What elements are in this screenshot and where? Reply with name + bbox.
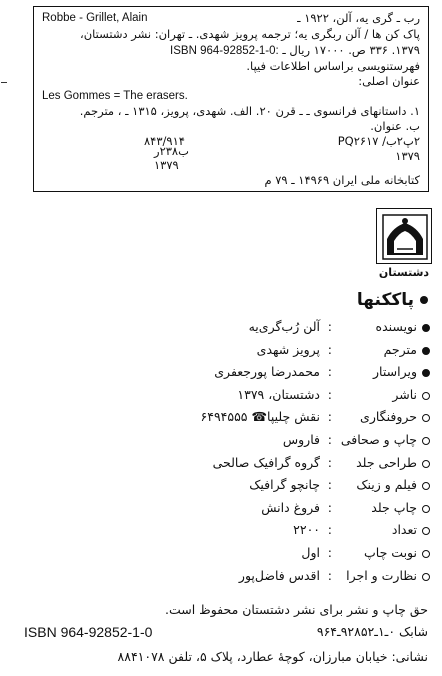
cip-pages-line [170, 43, 420, 58]
credit-value: اقدس فاضل‌پور [238, 568, 320, 583]
publisher-logo [376, 208, 432, 284]
credit-value: گروه گرافیک صالحی [212, 455, 320, 470]
cip-dewey-year: ۱۳۷۹ [154, 158, 179, 172]
cip-original-title-label: عنوان اصلی: [358, 74, 420, 88]
credit-value: فاروس [282, 432, 320, 447]
credit-label: حروفنگاری [360, 409, 417, 424]
credit-label: چاپ جلد [371, 500, 417, 515]
hollow-bullet-icon [422, 573, 430, 581]
credit-row [130, 432, 430, 452]
credit-colon: : [327, 477, 332, 492]
credit-label: چاپ و صحافی [340, 432, 417, 447]
title-bullet-icon [420, 296, 428, 304]
credit-row [130, 500, 430, 520]
credit-value: پرویز شهدی [256, 342, 320, 357]
hollow-bullet-icon [422, 505, 430, 513]
credit-label: نظارت و اجرا [346, 568, 417, 583]
credit-row [130, 387, 430, 407]
hollow-bullet-icon [422, 392, 430, 400]
credit-label: ناشر [392, 387, 417, 402]
cip-subject-line: ۱. داستانهای فرانسوی ـ ـ قرن ۲۰. الف. شهدی، پرویز، ۱۳۱۵ ـ ، مترجم. [79, 104, 420, 118]
publisher-logo-name: دشتستان [378, 266, 430, 279]
cip-dewey-class: ۸۴۳/۹۱۴ [144, 134, 185, 148]
credit-label: مترجم [383, 342, 417, 357]
credit-value: دشتستان، ۱۳۷۹ [237, 387, 320, 402]
cip-dewey-cutter: ب۲۳۸ر [154, 144, 189, 158]
credit-colon: : [327, 568, 332, 583]
credit-row [130, 319, 430, 339]
credit-label: طراحی جلد [356, 455, 417, 470]
cip-fipa-note: فهرستنویسی براساس اطلاعات فیپا. [246, 59, 420, 73]
hollow-bullet-icon [422, 550, 430, 558]
hollow-bullet-icon [422, 482, 430, 490]
cip-title-line: پاک کن ها / آلن ربگری یه؛ ترجمه پرویز شهدی. ـ تهران: نشر دشتستان، [79, 27, 420, 41]
credit-label: ویراستار [373, 364, 417, 379]
credit-row [130, 364, 430, 384]
credit-colon: : [327, 545, 332, 560]
cip-author-latin: Robbe - Grillet, Alain [42, 12, 148, 24]
credit-value: فروغ دانش [261, 500, 320, 515]
filled-bullet-icon [422, 347, 430, 355]
credit-value: چانچو گرافیک [249, 477, 320, 492]
cip-lc-year: ۱۳۷۹ [395, 149, 420, 163]
book-title-text: پاککنها [356, 290, 414, 310]
cip-isbn: ISBN 964-92852-1-0: [170, 45, 279, 57]
cip-author-fa: رب ـ گری یه، آلن، ۱۹۲۲ ـ [297, 11, 420, 25]
credit-value: آلن رُب‌گری‌یه [248, 319, 320, 334]
credit-row [130, 455, 430, 475]
publisher-logo-icon [376, 208, 432, 264]
credit-row [130, 545, 430, 565]
credit-value: اول [301, 545, 320, 560]
filled-bullet-icon [422, 324, 430, 332]
credit-row [130, 568, 430, 588]
cip-pages-fa: ۱۳۷۹. ۳۳۶ ص. ۱۷۰۰۰ ریال ـ [282, 43, 420, 57]
filled-bullet-icon [422, 369, 430, 377]
credit-label: نوبت چاپ [364, 545, 417, 560]
credit-row [130, 409, 430, 429]
credit-colon: : [327, 364, 332, 379]
credit-label: نویسنده [375, 319, 417, 334]
publisher-address: نشانی: خیابان مبارزان، کوچهٔ عطارد، پلاک ۵، تلفن ۸۸۴۱۰۷۸ [117, 649, 428, 664]
credit-value: محمدرضا پورجعفری [214, 364, 320, 379]
credit-colon: : [327, 432, 332, 447]
cip-title-entry: ب. عنوان. [370, 119, 420, 133]
hollow-bullet-icon [422, 414, 430, 422]
credit-colon: : [327, 522, 332, 537]
cip-original-title: Les Gommes = The erasers. [42, 90, 188, 102]
credit-row [130, 342, 430, 362]
credit-value: ۲۲۰۰ [293, 522, 320, 537]
cip-author-line [297, 11, 420, 25]
credit-colon: : [327, 455, 332, 470]
credit-value: نقش چلیپا☎ ۶۴۹۴۵۵۵ [200, 409, 320, 424]
credit-colon: : [327, 500, 332, 515]
credit-colon: : [327, 387, 332, 402]
shabak-number: شابک ۰ـ۱ـ۹۲۸۵۲ـ۹۶۴ [316, 624, 428, 639]
hollow-bullet-icon [422, 460, 430, 468]
cip-national-library: کتابخانه ملی ایران ۱۴۹۶۹ ـ ۷۹ م [264, 173, 420, 187]
copyright-notice: حق چاپ و نشر برای نشر دشتستان محفوظ است. [165, 602, 428, 617]
cip-lc-class: ۲پ۲ب/ PQ۲۶۱۷ [337, 134, 420, 148]
credit-label: تعداد [391, 522, 417, 537]
credit-colon: : [327, 342, 332, 357]
hollow-bullet-icon [422, 527, 430, 535]
book-title [357, 290, 428, 310]
isbn-number: ISBN 964-92852-1-0 [24, 624, 153, 640]
hollow-bullet-icon [422, 437, 430, 445]
margin-tick [1, 82, 7, 83]
credit-colon: : [327, 319, 332, 334]
cataloging-in-publication-box [33, 6, 429, 192]
credit-label: فیلم و زینک [356, 477, 417, 492]
credit-row [130, 477, 430, 497]
credit-colon: : [327, 409, 332, 424]
credit-row [130, 522, 430, 542]
